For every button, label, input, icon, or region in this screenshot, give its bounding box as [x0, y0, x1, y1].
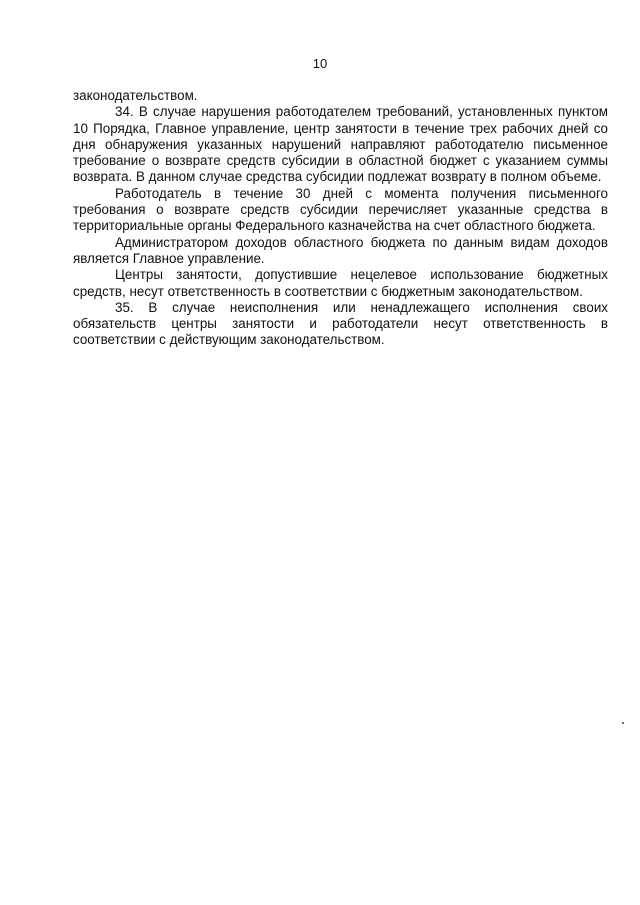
paragraph-continuation: законодательством.	[73, 88, 198, 103]
document-body	[73, 88, 608, 349]
scan-speck	[622, 722, 624, 724]
paragraph-employment-centers-liability: Центры занятости, допустившие нецелевое использование бюджетных средств, несут ответственность в соответствии с бюджетным законодательством.	[73, 267, 608, 299]
paragraph-item-34: 34. В случае нарушения работодателем требований, установленных пунктом 10 Порядка, Главное управление, центр занятости в течение трех рабочих дней со дня обнаружения указанных нарушений направляют работодателю письменное требование о возврате средств субсидии в областной бюджет с указанием суммы возврата. В данном случае средства субсидии подлежат возврату в полном объеме.	[73, 104, 608, 185]
paragraph-item-35: 35. В случае неисполнения или ненадлежащего исполнения своих обязательств центры занятости и работодатели несут ответственность в соответствии с действующим законодательством.	[73, 299, 608, 348]
paragraph-revenue-administrator: Администратором доходов областного бюджета по данным видам доходов является Главное управление.	[73, 234, 608, 266]
page-number: 10	[312, 56, 328, 71]
paragraph-employer-refund: Работодатель в течение 30 дней с момента получения письменного требования о возврате средств субсидии перечисляет указанные средства в территориальные органы Федерального казначейства на счет областного бюджета.	[73, 185, 608, 234]
